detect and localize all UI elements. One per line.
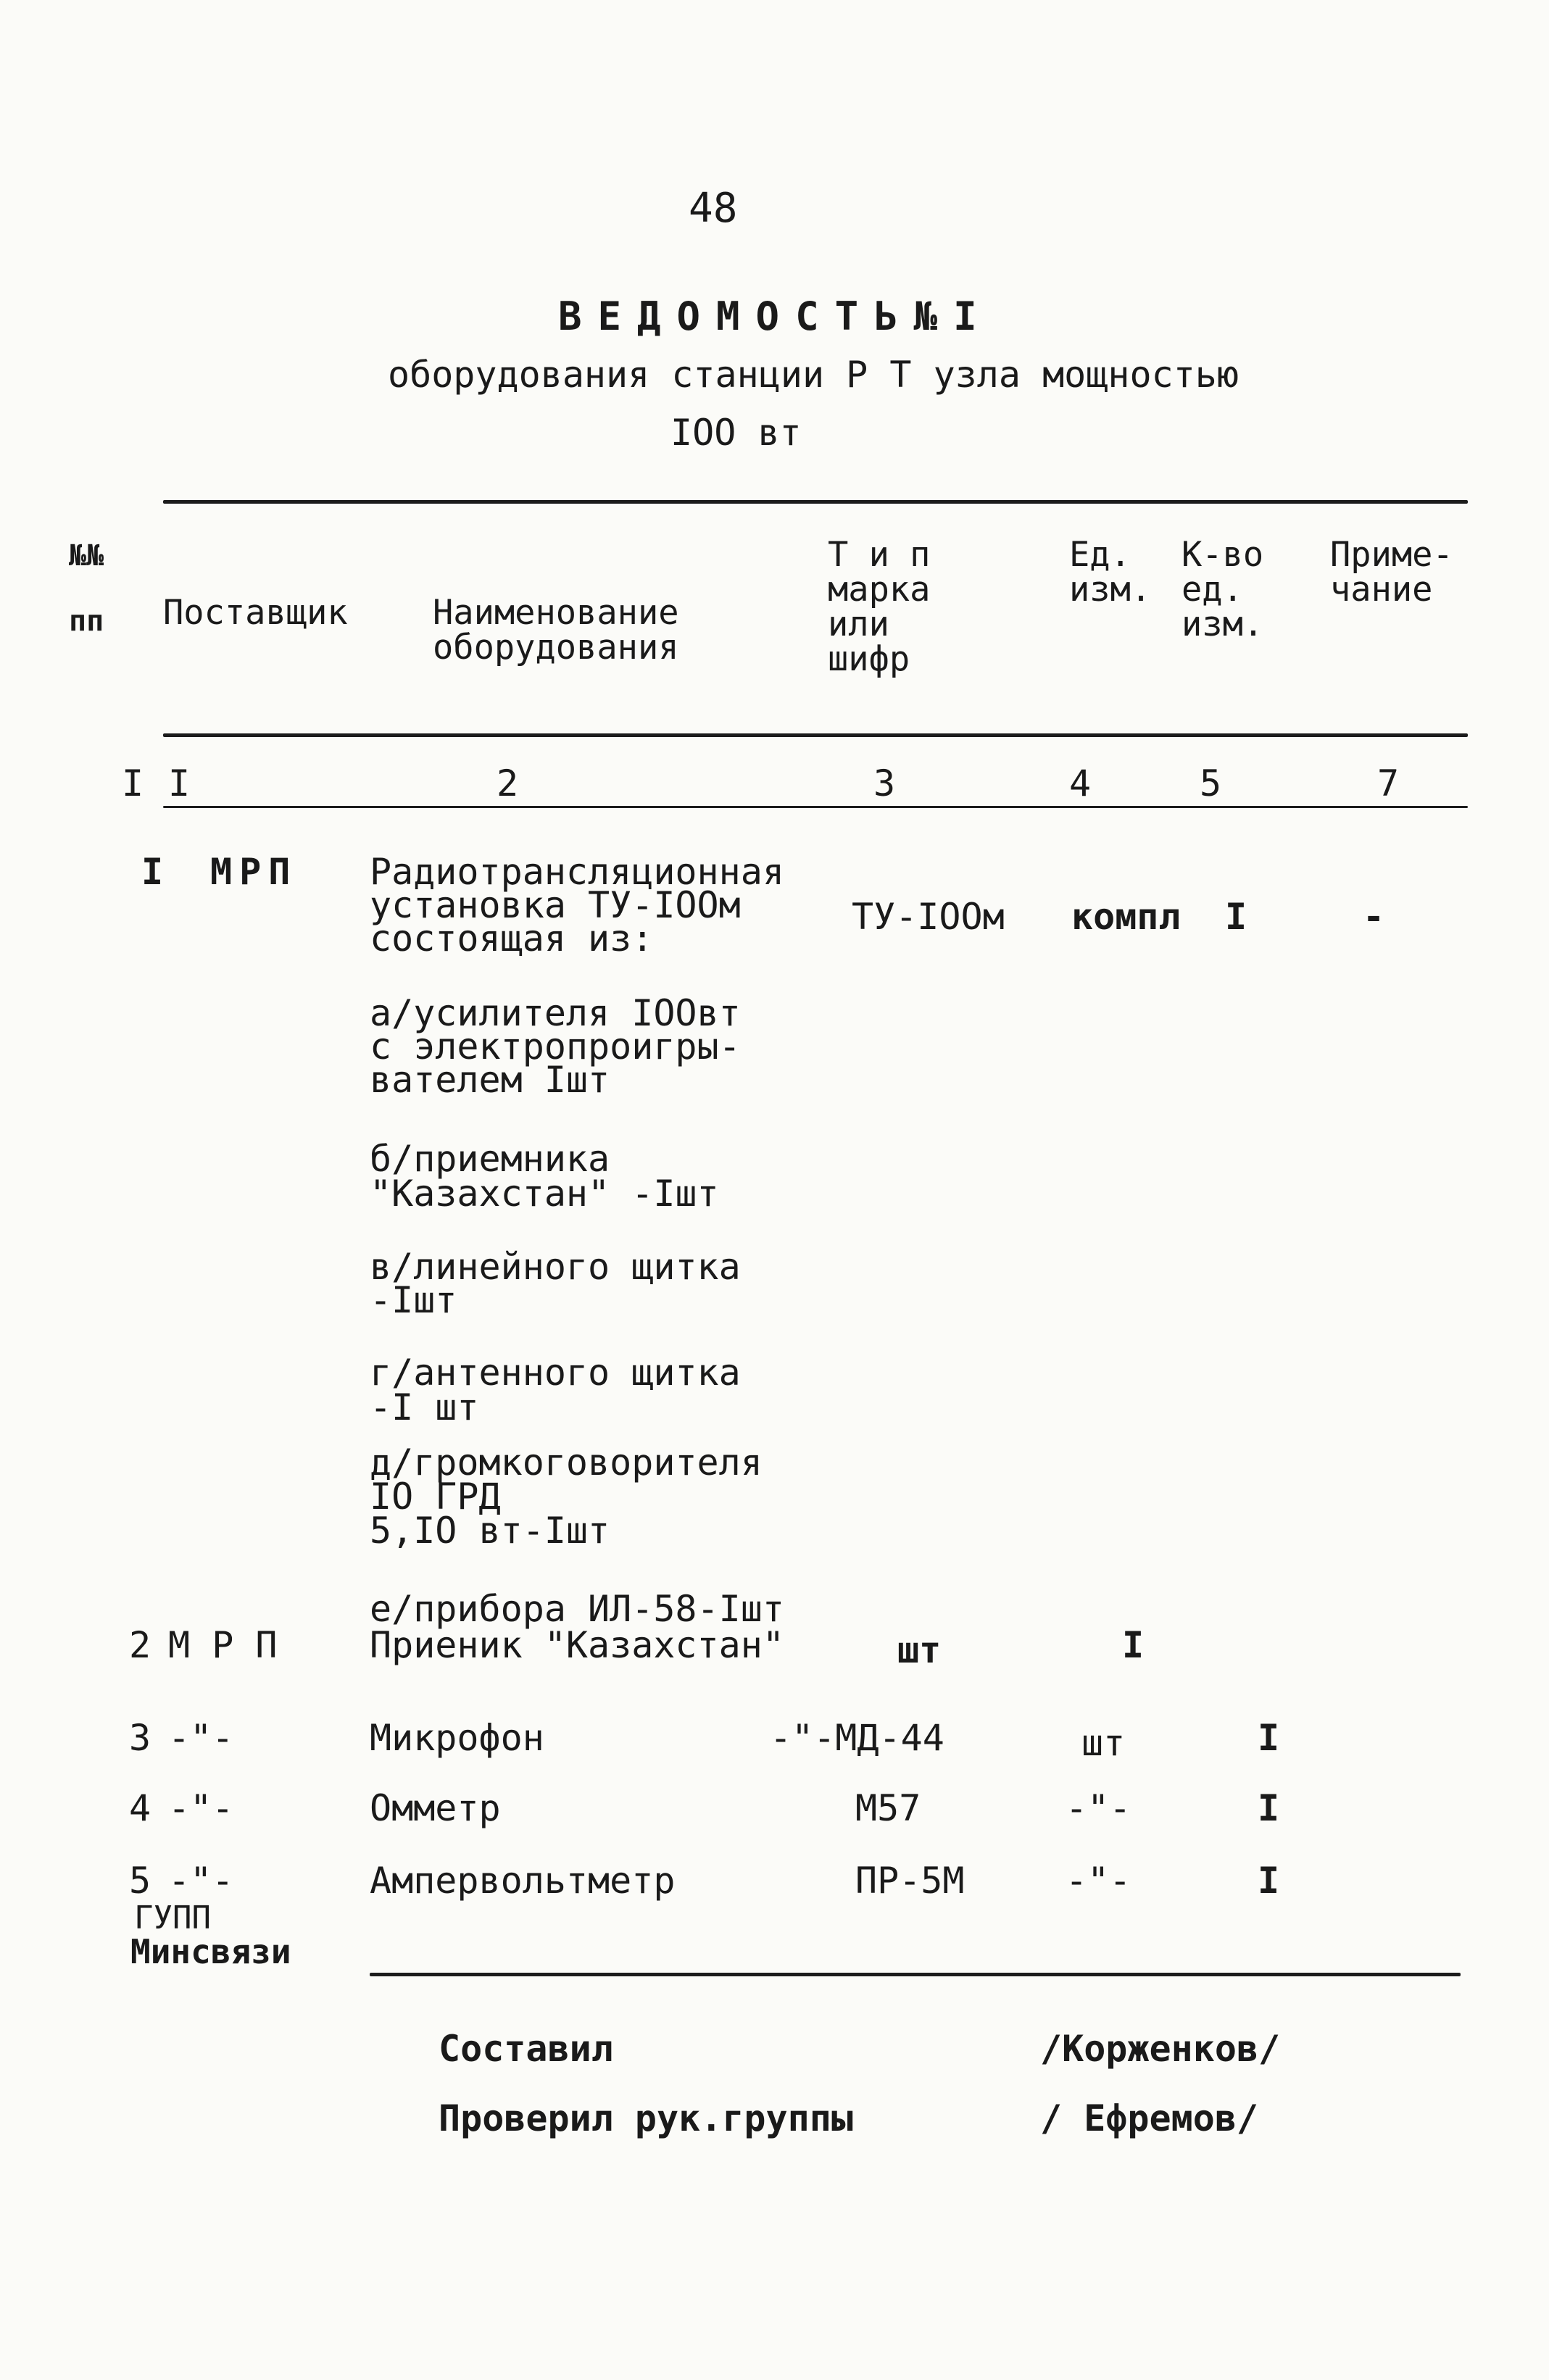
row2-name: Приеник "Казахстан" xyxy=(370,1624,784,1666)
row1-subitem-b: б/приемника "Казахстан" -Iшт xyxy=(370,1138,719,1215)
row4-num: 4 xyxy=(129,1787,151,1829)
header-qty: К-во ед. изм. xyxy=(1182,535,1264,644)
header-num: №№ пп xyxy=(69,539,104,638)
row3-type: -"-МД-44 xyxy=(770,1717,944,1759)
row1-supplier: МРП xyxy=(210,851,298,893)
colnum-note: 7 xyxy=(1377,762,1400,804)
row1-subitem-a: а/усилителя IOOвт с электропроигры- вателем Iшт xyxy=(370,992,741,1101)
colnum-qty: 5 xyxy=(1200,762,1222,804)
row2-unit: шт xyxy=(897,1629,942,1671)
table-bottom-rule xyxy=(370,1973,1461,1976)
row2-supplier: М Р П xyxy=(168,1624,278,1666)
row1-num: I xyxy=(141,851,164,893)
table-top-rule xyxy=(163,500,1468,504)
row5-num: 5 xyxy=(129,1860,151,1902)
row5-unit: -"- xyxy=(1066,1860,1131,1902)
document-subtitle: оборудования станции Р Т узла мощностью xyxy=(388,354,1239,396)
document-subtitle-power: IOO вт xyxy=(670,412,802,454)
row4-name: Омметр xyxy=(370,1787,501,1829)
row4-supplier: -"- xyxy=(168,1787,234,1829)
header-unit: Ед. изм. xyxy=(1069,535,1152,609)
colnum-unit: 4 xyxy=(1069,762,1092,804)
signature-role-compiled: Составил xyxy=(439,2028,613,2070)
row1-subitem-e: д/громкоговорителя IO ГРД 5,IO вт-Iшт xyxy=(370,1441,763,1552)
row1-name: Радиотрансляционная установка ТУ-IOOм состоящая из: xyxy=(370,851,784,960)
org-line1: ГУПП xyxy=(134,1900,211,1936)
row3-supplier: -"- xyxy=(168,1717,234,1759)
colnum-name: 2 xyxy=(497,762,519,804)
row4-type: М57 xyxy=(855,1787,921,1829)
row1-subitem-f: е/прибора ИЛ-58-Iшт xyxy=(370,1588,784,1630)
row2-qty: I xyxy=(1122,1624,1145,1666)
row1-subitem-c: в/линейного щитка -Iшт xyxy=(370,1246,741,1321)
signature-role-checked: Проверил рук.группы xyxy=(439,2097,853,2139)
row1-qty: I xyxy=(1225,896,1247,938)
row1-unit: компл xyxy=(1071,896,1181,938)
row1-type: ТУ-IOOм xyxy=(852,896,1005,938)
row4-qty: I xyxy=(1258,1787,1280,1829)
org-line2: Минсвязи xyxy=(130,1932,291,1971)
row3-unit: шт xyxy=(1081,1722,1126,1764)
header-note: Приме- чание xyxy=(1330,535,1453,609)
row5-supplier: -"- xyxy=(168,1860,234,1902)
row1-subitem-d: г/антенного щитка -I шт xyxy=(370,1352,741,1428)
signature-name-checked: / Ефремов/ xyxy=(1040,2097,1259,2139)
row5-type: ПР-5М xyxy=(855,1860,965,1902)
row5-name: Ампервольтметр xyxy=(370,1860,676,1902)
row3-name: Микрофон xyxy=(370,1717,544,1759)
header-bottom-rule xyxy=(163,733,1468,737)
row4-unit: -"- xyxy=(1066,1787,1131,1829)
header-name: Наименование оборудования xyxy=(433,593,679,667)
signature-name-compiled: /Корженков/ xyxy=(1040,2028,1281,2070)
row5-qty: I xyxy=(1258,1860,1280,1902)
page-number: 48 xyxy=(689,185,738,232)
row3-qty: I xyxy=(1258,1717,1280,1759)
row1-note: - xyxy=(1363,896,1385,938)
colnum-type: 3 xyxy=(873,762,896,804)
row2-num: 2 xyxy=(129,1624,151,1666)
colnum-supplier: I xyxy=(168,762,191,804)
document-title: ВЕДОМОСТЬ№I xyxy=(558,294,993,339)
colnum-rule xyxy=(163,806,1468,808)
header-type: Т и п марка или шифр xyxy=(828,535,931,679)
colnum-num: I xyxy=(122,762,144,804)
row3-num: 3 xyxy=(129,1717,151,1759)
header-supplier: Поставщик xyxy=(163,593,348,633)
